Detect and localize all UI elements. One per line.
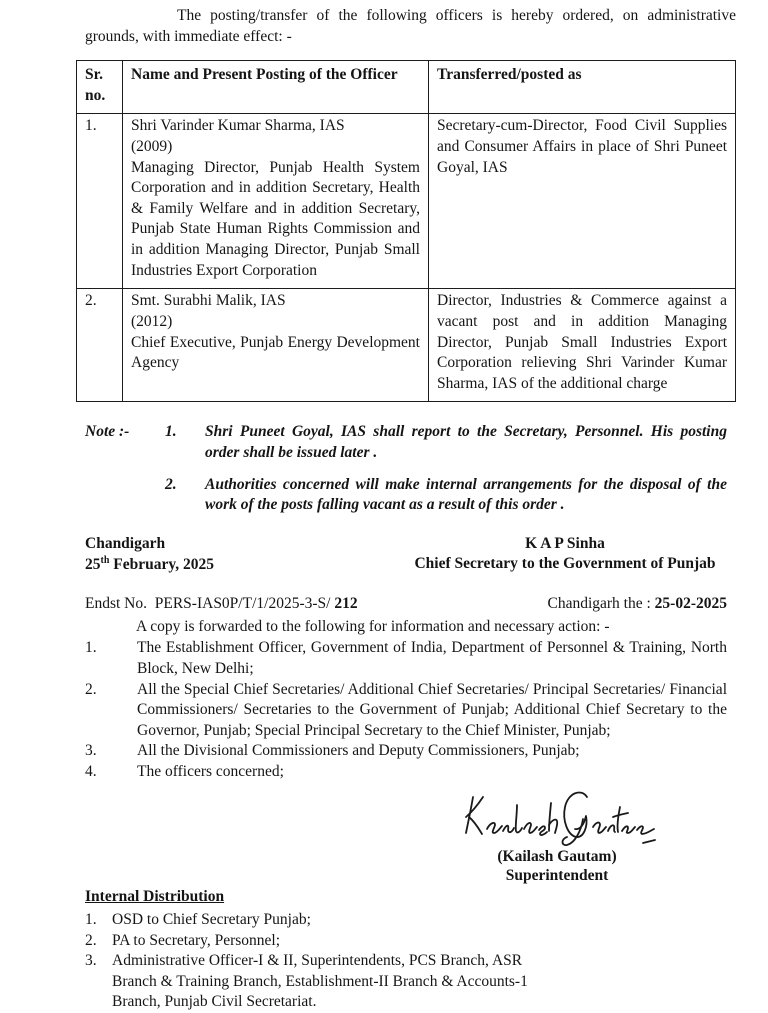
- signature-block: [432, 785, 682, 886]
- row2-sr: 2.: [77, 289, 123, 402]
- item-number: 1.: [85, 911, 97, 929]
- note-item-text: Shri Puneet Goyal, IAS shall report to the Secretary, Personnel. His posting order shall be issued later .: [205, 423, 727, 461]
- signature-name: (Kailash Gautam): [497, 847, 617, 865]
- internal-distribution-list: [85, 910, 555, 1013]
- item-text: The officers concerned;: [137, 763, 284, 781]
- item-number: 4.: [85, 763, 97, 781]
- item-number: 3.: [85, 742, 97, 760]
- copy-forwarded-list: [85, 638, 727, 782]
- note-item: [85, 475, 727, 516]
- row2-name-posting: [123, 289, 429, 402]
- note-item-number: 1.: [165, 423, 177, 441]
- table-row: [77, 289, 736, 402]
- endst-number: Endst No. PERS-IAS0P/T/1/2025-3-S/ 212: [85, 595, 358, 613]
- header-sr-no: Sr. no.: [77, 61, 123, 114]
- table-header-row: [77, 61, 736, 114]
- intro-paragraph: The posting/transfer of the following officers is hereby ordered, on administrative grounds, with immediate effect: -: [85, 7, 736, 45]
- row2-transferred: Director, Industries & Commerce against a vacant post and in addition Managing Director, Punjab Small Industries Export Corporation relieving Shri Varinder Kumar Sharma, IAS of the additional charge: [429, 289, 736, 402]
- signatory-name: K A P Sinha: [525, 534, 605, 552]
- item-text: All the Divisional Commissioners and Deputy Commissioners, Punjab;: [137, 742, 580, 760]
- item-text: All the Special Chief Secretaries/ Additional Chief Secretaries/ Principal Secretaries/ Financial Commissioners/ Secretaries to the Government of Punjab; Additional Chief Secretary to the Governor, Punjab; Special Principal Secretary to the Chief Minister, Punjab;: [137, 680, 727, 739]
- date-ordinal: th: [100, 555, 110, 567]
- internal-distribution-section: [85, 887, 736, 1013]
- signature-title: Superintendent: [505, 867, 609, 885]
- signatory-title: Chief Secretary to the Government of Punjab: [414, 555, 716, 573]
- table-row: [77, 114, 736, 289]
- note-item-text: Authorities concerned will make internal arrangements for the disposal of the work of the posts falling vacant as a result of this order .: [205, 475, 727, 514]
- officer-name: Shri Varinder Kumar Sharma, IAS: [131, 117, 345, 135]
- signatory-block: [400, 534, 730, 576]
- note-section: [85, 422, 736, 515]
- endorsement-line: [85, 594, 727, 615]
- present-posting: Managing Director, Punjab Health System Corporation and in addition Secretary, Health & Family Welfare and in addition Secretary, Punjab State Human Rights Commission and in addition Managing Director, Punjab Small Industries Export Corporation: [131, 158, 420, 279]
- handwritten-signature: [457, 785, 657, 851]
- officer-batch: (2009): [131, 138, 173, 156]
- list-item: [85, 680, 727, 742]
- item-text: Administrative Officer-I & II, Superintendents, PCS Branch, ASR Branch & Training Branch, Establishment-II Branch & Accounts-1 Branch, Punjab Civil Secretariat.: [112, 952, 528, 1011]
- endst-date: 25-02-2025: [654, 595, 727, 613]
- list-item: [85, 931, 555, 952]
- item-number: 3.: [85, 952, 97, 970]
- item-text: PA to Secretary, Personnel;: [112, 931, 281, 949]
- present-posting: Chief Executive, Punjab Energy Development Agency: [131, 333, 420, 372]
- date: 25th February, 2025: [85, 555, 215, 574]
- list-item: [85, 741, 727, 762]
- note-item-number: 2.: [165, 475, 177, 493]
- officer-batch: (2012): [131, 312, 173, 330]
- transfer-order-table: [76, 60, 736, 402]
- row1-name-posting: [123, 114, 429, 289]
- item-number: 2.: [85, 931, 97, 949]
- row1-transferred: Secretary-cum-Director, Food Civil Supplies and Consumer Affairs in place of Shri Puneet Goyal, IAS: [429, 114, 736, 289]
- list-item: [85, 762, 727, 783]
- item-number: 1.: [85, 639, 97, 657]
- place-date-block: [85, 534, 335, 576]
- header-transferred: Transferred/posted as: [429, 61, 736, 114]
- list-item: [85, 910, 555, 931]
- list-item: [85, 951, 555, 1013]
- header-name-posting: Name and Present Posting of the Officer: [123, 61, 429, 114]
- list-item: [85, 638, 727, 679]
- copy-forwarded-intro: A copy is forwarded to the following for information and necessary action: -: [136, 617, 610, 635]
- row1-sr: 1.: [77, 114, 123, 289]
- endst-serial: 212: [334, 595, 358, 613]
- place: Chandigarh: [85, 534, 166, 552]
- signoff-section: [85, 534, 736, 576]
- note-item: [85, 422, 727, 463]
- item-text: The Establishment Officer, Government of India, Department of Personnel & Training, North Block, New Delhi;: [137, 639, 727, 677]
- item-number: 2.: [85, 680, 97, 698]
- note-label: Note :-: [85, 423, 130, 441]
- endst-place-date: Chandigarh the : 25-02-2025: [547, 595, 727, 613]
- internal-distribution-heading: Internal Distribution: [85, 888, 225, 906]
- officer-name: Smt. Surabhi Malik, IAS: [131, 292, 286, 310]
- item-text: OSD to Chief Secretary Punjab;: [112, 911, 311, 929]
